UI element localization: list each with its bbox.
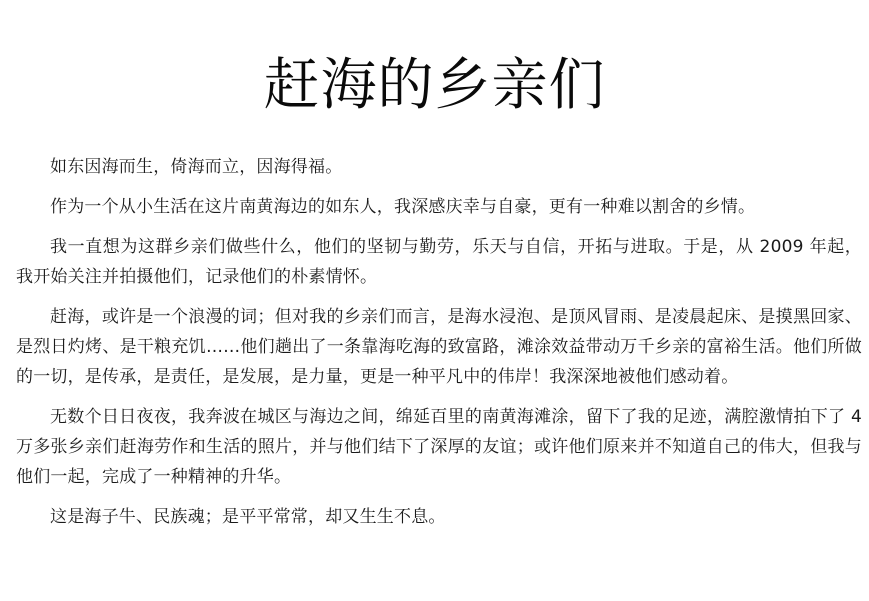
paragraph: 这是海子牛、民族魂；是平平常常，却又生生不息。 [50,507,446,527]
paragraph: 如东因海而生，倚海而立，因海得福。 [50,157,343,177]
article-body [16,152,862,542]
paragraph: 赶海，或许是一个浪漫的词；但对我的乡亲们而言，是海水浸泡、是顶风冒雨、是凌晨起床、是摸黑回家、是烈日灼烤、是干粮充饥……他们趟出了一条靠海吃海的致富路，滩涂效益带动万千乡亲的富裕生活。他们所做的一切，是传承，是责任，是发展，是力量，更是一种平凡中的伟岸！我深深地被他们感动着。 [16,307,862,387]
page-title: 赶海的乡亲们 [263,52,606,118]
paragraph: 作为一个从小生活在这片南黄海边的如东人，我深感庆幸与自豪，更有一种难以割舍的乡情。 [50,197,756,217]
paragraph: 无数个日日夜夜，我奔波在城区与海边之间，绵延百里的南黄海滩涂，留下了我的足迹，满腔激情拍下了 4 万多张乡亲们赶海劳作和生活的照片，并与他们结下了深厚的友谊；或许他们原来并不知道自己的伟大，但我与他们一起，完成了一种精神的升华。 [16,407,862,487]
paragraph: 我一直想为这群乡亲们做些什么，他们的坚韧与勤劳，乐天与自信，开拓与进取。于是，从 2009 年起，我开始关注并拍摄他们，记录他们的朴素情怀。 [16,237,862,287]
